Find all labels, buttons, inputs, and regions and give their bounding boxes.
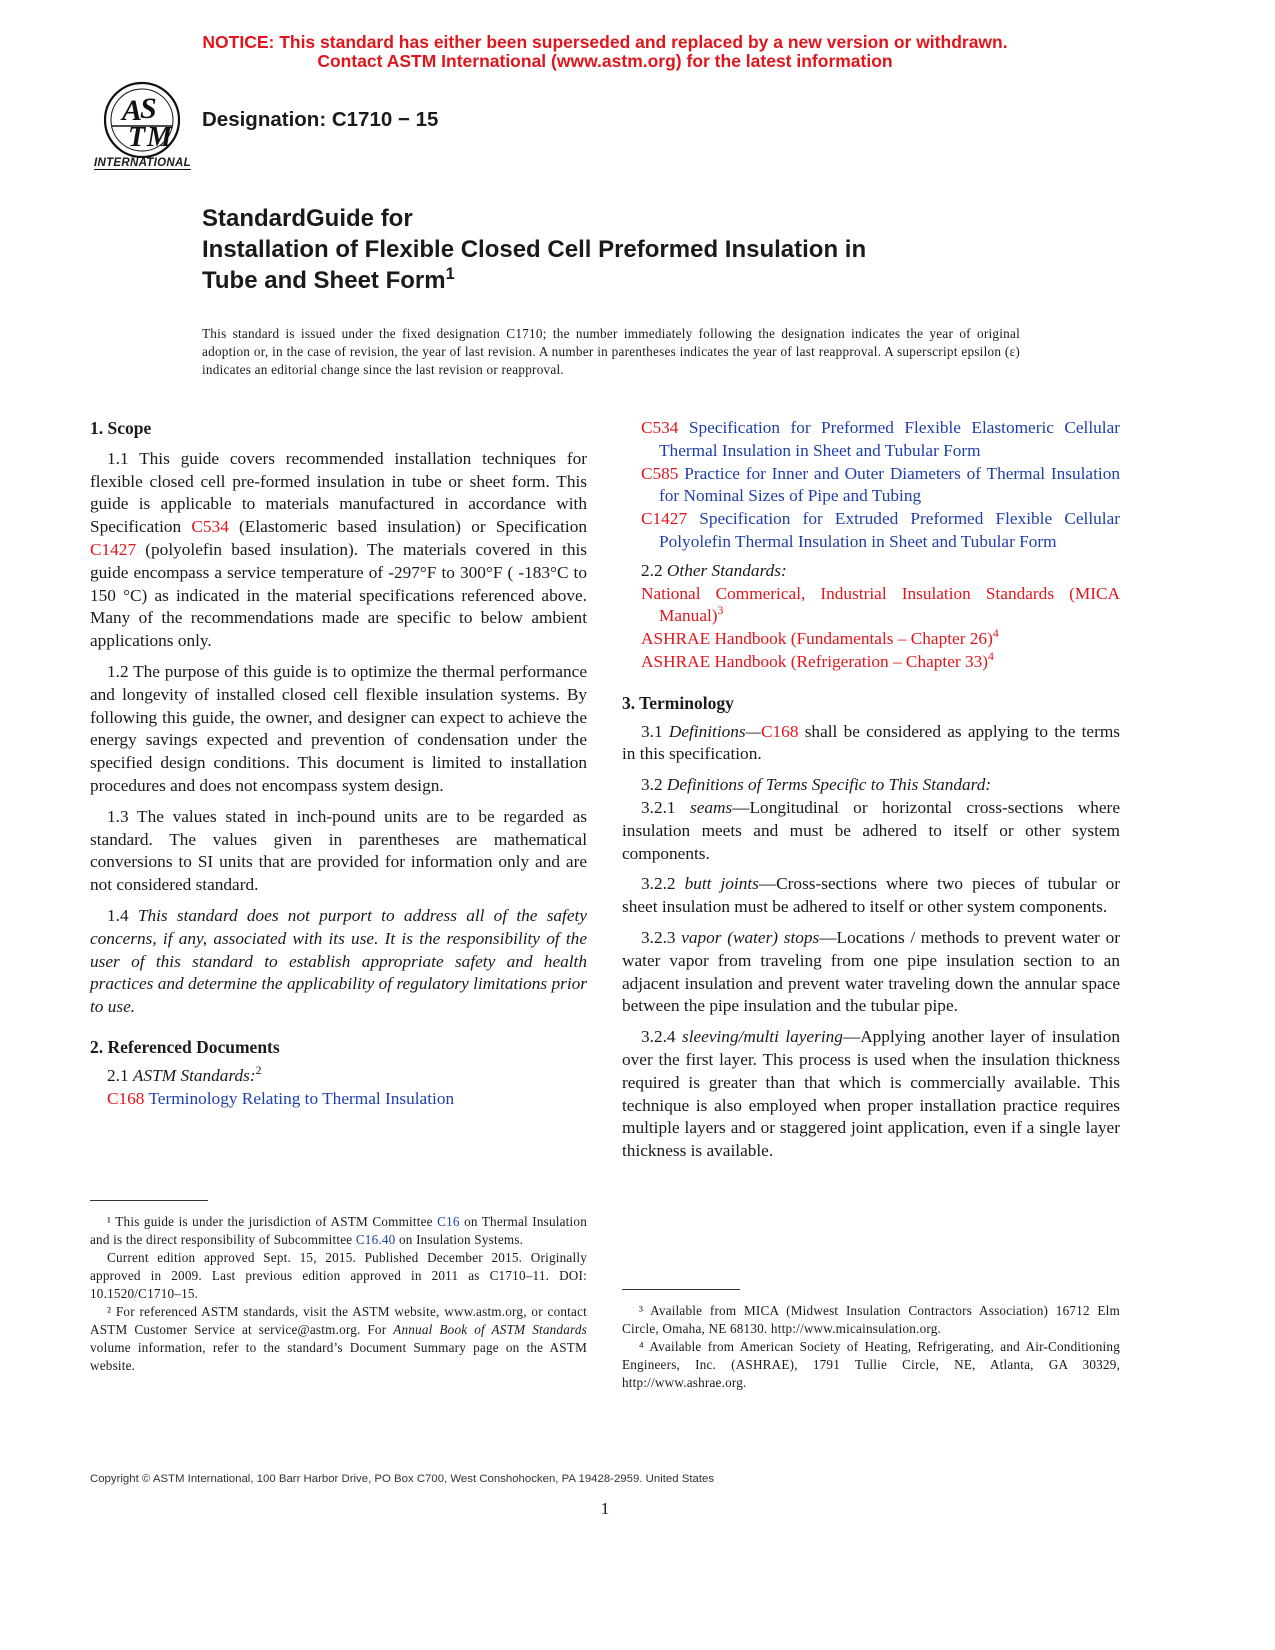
footnote-2-text-b: volume information, refer to the standard’s Document Summary page on the ASTM website.	[90, 1340, 587, 1373]
svg-text:M: M	[147, 122, 172, 153]
ref-mica-manual[interactable]	[641, 583, 1120, 629]
ref-c534-title[interactable]: Specification for Preformed Flexible Elastomeric Cellular Thermal Insulation in Sheet and Tubular Form	[659, 418, 1120, 460]
definition-3-2-1	[622, 797, 1120, 865]
definition-3-2-3-text: —Locations / methods to prevent water or water vapor from traveling from one pipe insulation section to an adjacent insulation and prevent water traveling down the annular space between the pipe insulation and the tubular pipe.	[622, 927, 1120, 1016]
ref-c168[interactable]	[107, 1088, 587, 1111]
definition-3-1-text: shall be considered as applying to the terms in this specification.	[622, 721, 1121, 764]
ref-ashrae-refrigeration[interactable]	[641, 651, 1120, 674]
left-column	[90, 417, 587, 1110]
scope-1-4-number: 1.4	[107, 905, 138, 925]
section-heading-referenced-documents: 2. Referenced Documents	[90, 1036, 280, 1057]
ref-c168-title[interactable]: Terminology Relating to Thermal Insulation	[144, 1088, 455, 1108]
astm-standards-number: 2.1	[107, 1065, 133, 1085]
footnote-divider-left	[90, 1200, 208, 1201]
definition-3-2-4-text: —Applying another layer of insulation over the first layer. This process is used when the insulation thickness required is greater than that which is commercially available. This technique is also employed when proper installation practice requires multiple layers and or staggered joint application, even if a single layer thickness is available.	[622, 1027, 1120, 1161]
title-footnote-ref[interactable]: 1	[445, 265, 455, 283]
ref-c585[interactable]	[641, 463, 1120, 509]
definition-3-2-3-term: vapor (water) stops	[681, 927, 820, 947]
other-standards-label	[622, 560, 1120, 583]
footnotes-left	[90, 1213, 587, 1375]
footnotes-right	[622, 1302, 1120, 1392]
astm-standards-label	[90, 1065, 587, 1088]
copyright-notice: Copyright © ASTM International, 100 Barr Harbor Drive, PO Box C700, West Conshohocken, PA 19428-2959. United States	[90, 1473, 715, 1485]
ref-ashrae-refrigeration-text[interactable]: ASHRAE Handbook (Refrigeration – Chapter 33)	[641, 651, 988, 671]
definition-3-2-3-number: 3.2.3	[641, 927, 682, 947]
svg-text:S: S	[140, 92, 157, 125]
ref-c534[interactable]	[641, 417, 1120, 463]
astm-logo	[92, 80, 192, 172]
svg-text:T: T	[128, 122, 146, 153]
ref-c534-code[interactable]: C534	[641, 418, 679, 437]
title-line-2-text: Tube and Sheet Form	[202, 267, 446, 294]
scope-paragraph-1-3: 1.3 The values stated in inch-pound units are to be regarded as standard. The values given in parentheses are mathematical conversions to SI units that are provided for information only and are not considered standard.	[90, 806, 587, 895]
svg-text:A: A	[122, 94, 143, 127]
mica-footnote-ref[interactable]: 3	[717, 604, 724, 618]
other-standards-number: 2.2	[641, 560, 667, 580]
definition-3-2-2-number: 3.2.2	[641, 874, 685, 894]
footnote-1-text-b: on Thermal Insulation and is the direct responsibility of Subcommittee	[90, 1214, 587, 1247]
scope-1-1-text-c: (polyolefin based insulation). The materials covered in this guide encompass a service temperature of -297°F to 300°F ( -183°C to 150 °C) as indicated in the material specifications referenced above. Many of the recommendations made are specific to below ambient applications only.	[90, 539, 587, 651]
footnote-2-italic: Annual Book of ASTM Standards	[393, 1322, 587, 1337]
definition-3-2-1-text: —Longitudinal or horizontal cross-sections where insulation meets and must be adhered to itself or other system components.	[622, 797, 1120, 863]
ashrae-fundamentals-footnote-ref[interactable]: 4	[992, 627, 999, 641]
ref-c1427-code[interactable]: C1427	[641, 509, 688, 529]
definition-3-2-3	[622, 927, 1120, 1018]
footnote-divider-right	[622, 1289, 740, 1290]
definition-3-2-term: Definitions of Terms Specific to This Standard:	[666, 775, 992, 795]
definition-3-2-1-term: seams	[689, 797, 733, 817]
scope-paragraph-1-4	[90, 905, 587, 1019]
ref-ashrae-fundamentals-text[interactable]: ASHRAE Handbook (Fundamentals – Chapter 26)	[641, 629, 993, 649]
definition-3-2-number: 3.2	[641, 775, 667, 795]
definition-3-1	[622, 721, 1120, 767]
definition-3-2-2-text: —Cross-sections where two pieces of tubular or sheet insulation must be adhered to itself or other system components.	[622, 874, 1120, 917]
link-c168[interactable]: C168	[761, 721, 799, 741]
ref-c1427-title[interactable]: Specification for Extruded Preformed Flexible Cellular Polyolefin Thermal Insulation in Sheet and Tubular Form	[659, 509, 1120, 551]
definition-3-2-4	[622, 1026, 1120, 1163]
astm-standards-footnote-ref[interactable]: 2	[255, 1063, 262, 1077]
ref-ashrae-fundamentals[interactable]	[641, 628, 1120, 651]
astm-standards-text: ASTM Standards:	[132, 1065, 256, 1085]
footnote-3: ³ Available from MICA (Midwest Insulation Contractors Association) 16712 Elm Circle, Omaha, NE 68130. http://www.micainsulation.org.	[622, 1303, 1120, 1336]
definition-3-1-number: 3.1	[641, 721, 669, 741]
definition-3-2-2	[622, 873, 1120, 919]
link-c1427[interactable]: C1427	[90, 539, 137, 559]
definition-3-2-4-number: 3.2.4	[641, 1027, 682, 1047]
notice-line-1: NOTICE: This standard has either been superseded and replaced by a new version or withdrawn.	[202, 32, 1008, 52]
link-subcommittee-c16-40[interactable]: C16.40	[355, 1232, 396, 1247]
footnote-1-text-a: ¹ This guide is under the jurisdiction of ASTM Committee	[107, 1214, 438, 1229]
definition-3-2-2-term: butt joints	[684, 874, 759, 894]
other-standards-text: Other Standards:	[666, 560, 787, 580]
definition-3-1-term: Definitions—	[668, 721, 762, 741]
footnote-1-edition: Current edition approved Sept. 15, 2015. Published December 2015. Originally approved in 2009. Last previous edition approved in 2011 as C1710–11. DOI: 10.1520/C1710–15.	[90, 1250, 587, 1301]
right-column	[622, 417, 1120, 1163]
scope-paragraph-1-2: 1.2 The purpose of this guide is to optimize the thermal performance and longevity of installed closed cell flexible insulation systems. By following this guide, the owner, and designer can expect to achieve the energy savings expected and prevention of condensation under the specified design conditions. This document is limited to installation procedures and does not encompass system design.	[90, 661, 587, 795]
scope-1-1-text-b: (Elastomeric based insulation) or Specification	[228, 517, 587, 537]
notice-line-2: Contact ASTM International (www.astm.org) for the latest information	[317, 51, 893, 71]
section-heading-scope: 1. Scope	[90, 418, 152, 438]
footnote-4: ⁴ Available from American Society of Heating, Refrigerating, and Air-Conditioning Engineers, Inc. (ASHRAE), 1791 Tullie Circle, NE, Atlanta, GA 30329, http://www.ashrae.org.	[622, 1339, 1120, 1390]
issuance-statement: This standard is issued under the fixed designation C1710; the number immediately following the designation indicates the year of original adoption or, in the case of revision, the year of last revision. A number in parentheses indicates the year of last reapproval. A superscript epsilon (ε) indicates an editorial change since the last revision or reapproval.	[202, 326, 1020, 377]
definition-3-2-4-term: sleeving/multi layering	[681, 1027, 843, 1047]
ref-mica-text[interactable]: National Commerical, Industrial Insulation Standards (MICA Manual)	[641, 583, 1120, 626]
footnote-2-text-a: ² For referenced ASTM standards, visit the ASTM website, www.astm.org, or contact ASTM Customer Service at service@astm.org. For	[90, 1304, 587, 1337]
section-heading-terminology: 3. Terminology	[622, 692, 734, 713]
scope-paragraph-1-1	[90, 448, 587, 653]
definition-3-2	[622, 774, 1120, 797]
ashrae-refrigeration-footnote-ref[interactable]: 4	[988, 650, 994, 664]
ref-c1427[interactable]	[641, 508, 1120, 554]
supersede-notice	[0, 33, 1210, 71]
definition-3-2-1-number: 3.2.1	[641, 797, 690, 817]
page-number: 1	[600, 1499, 610, 1518]
footnote-1-text-c: on Insulation Systems.	[395, 1232, 524, 1247]
footnote-1	[90, 1213, 587, 1249]
link-committee-c16[interactable]: C16	[437, 1214, 460, 1229]
link-c534[interactable]: C534	[191, 517, 229, 537]
footnote-2	[90, 1303, 587, 1375]
scope-1-1-text-a: 1.1 This guide covers recommended installation techniques for flexible closed cell pre-formed insulation in tube or sheet form. This guide is applicable to materials manufactured in accordance with Specification	[90, 448, 587, 537]
ref-c585-code[interactable]: C585	[641, 463, 679, 483]
title-line-1: Installation of Flexible Closed Cell Preformed Insulation in	[202, 236, 867, 263]
ref-c585-title[interactable]: Practice for Inner and Outer Diameters of Thermal Insulation for Nominal Sizes of Pipe and Tubing	[659, 463, 1120, 506]
title-prefix: StandardGuide for	[202, 205, 413, 232]
title-line-2	[202, 266, 455, 296]
scope-1-4-text: This standard does not purport to address all of the safety concerns, if any, associated with its use. It is the responsibility of the user of this standard to establish appropriate safety and health practices and determine the applicability of regulatory limitations prior to use.	[90, 905, 588, 1017]
logo-text: INTERNATIONAL	[94, 157, 191, 169]
designation: Designation: C1710 − 15	[202, 108, 439, 131]
ref-c168-code[interactable]: C168	[107, 1088, 145, 1108]
